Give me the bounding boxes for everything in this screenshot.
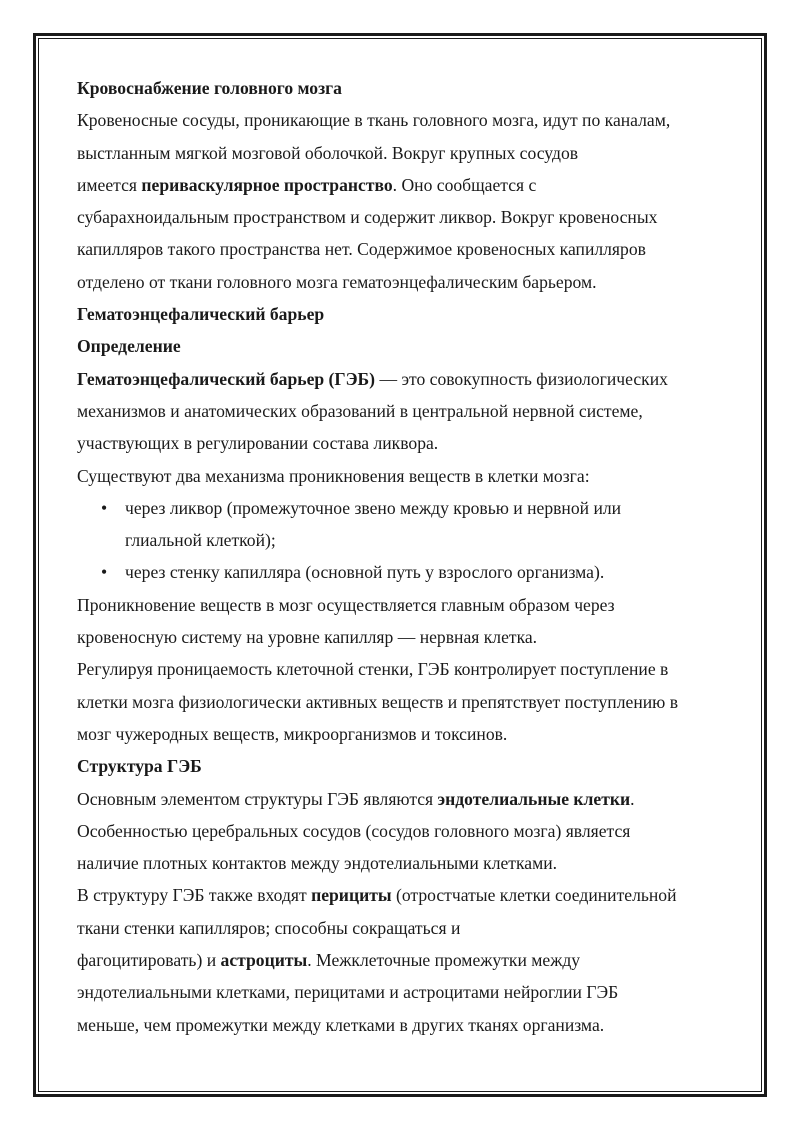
text-line: Основным элементом структуры ГЭБ являются [77, 788, 438, 809]
text-line: фагоцитировать) и [77, 950, 221, 971]
list-item [101, 492, 737, 557]
text-line: субарахноидальным пространством и содержит ликвор. Вокруг кровеносных [77, 207, 658, 228]
text-line: клетки мозга физиологически активных веществ и препятствует поступлению в [77, 691, 678, 712]
text-line: участвующих в регулировании состава ликвора. [77, 433, 439, 454]
paragraph-regulation [77, 653, 737, 750]
text-line: Особенностью церебральных сосудов (сосудов головного мозга) является [77, 820, 631, 841]
text-line: мозг чужеродных веществ, микроорганизмов и токсинов. [77, 723, 508, 744]
text-line: отделено от ткани головного мозга гематоэнцефалическим барьером. [77, 271, 597, 292]
text-line: имеется [77, 174, 142, 195]
text-line: кровеносную систему на уровне капилляр — нервная клетка. [77, 627, 538, 648]
text-line: ткани стенки капилляров; способны сокращаться и [77, 917, 461, 938]
heading-blood-supply: Кровоснабжение головного мозга [77, 78, 342, 98]
heading-definition: Определение [77, 336, 181, 357]
heading-bbb: Гематоэнцефалический барьер [77, 304, 325, 325]
term-astrocytes: астроциты [220, 950, 308, 971]
text-line: глиальной клеткой); [125, 530, 276, 551]
text-line: через ликвор (промежуточное звено между кровью и нервной или [125, 497, 622, 518]
paragraph-blood-vessels [77, 104, 737, 298]
text-line: капилляров такого пространства нет. Содержимое кровеносных капилляров [77, 239, 646, 260]
paragraph-structure [77, 783, 737, 880]
term-pericytes: перициты [311, 885, 392, 906]
paragraph-penetration [77, 589, 737, 654]
term-perivascular-space: периваскулярное пространство [141, 174, 393, 195]
text-line: — это совокупность физиологических [375, 368, 668, 389]
text-line: (отростчатые клетки соединительной [391, 885, 677, 906]
text-line: выстланным мягкой мозговой оболочкой. Вокруг крупных сосудов [77, 142, 579, 163]
bullet-icon: • [101, 562, 108, 583]
text-line: наличие плотных контактов между эндотелиальными клетками. [77, 853, 558, 874]
paragraph-definition [77, 363, 737, 460]
text-line: механизмов и анатомических образований в центральной нервной системе, [77, 400, 643, 421]
text-line: меньше, чем промежутки между клетками в других тканях организма. [77, 1014, 605, 1035]
text-line: Кровеносные сосуды, проникающие в ткань головного мозга, идут по каналам, [77, 110, 671, 131]
text-line: . [630, 788, 635, 809]
text-line: эндотелиальными клетками, перицитами и астроцитами нейроглии ГЭБ [77, 982, 619, 1003]
text-line: . Оно сообщается с [392, 174, 537, 195]
bullet-icon: • [101, 497, 108, 518]
text-line: . Межклеточные промежутки между [307, 950, 581, 971]
text-line: через стенку капилляра (основной путь у взрослого организма). [125, 562, 605, 583]
text-line: В структуру ГЭБ также входят [77, 885, 312, 906]
text-line: Проникновение веществ в мозг осуществляется главным образом через [77, 594, 615, 615]
list-item [101, 556, 737, 588]
text-line: Регулируя проницаемость клеточной стенки, ГЭБ контролирует поступление в [77, 659, 669, 680]
paragraph-pericytes [77, 879, 737, 1040]
term-bbb: Гематоэнцефалический барьер (ГЭБ) [77, 368, 376, 389]
document-body [77, 72, 737, 1041]
heading-structure: Структура ГЭБ [77, 756, 202, 777]
term-endothelial-cells: эндотелиальные клетки [437, 788, 631, 809]
mechanisms-list [77, 492, 737, 589]
paragraph-mechanisms-intro: Существуют два механизма проникновения веществ в клетки мозга: [77, 465, 590, 486]
